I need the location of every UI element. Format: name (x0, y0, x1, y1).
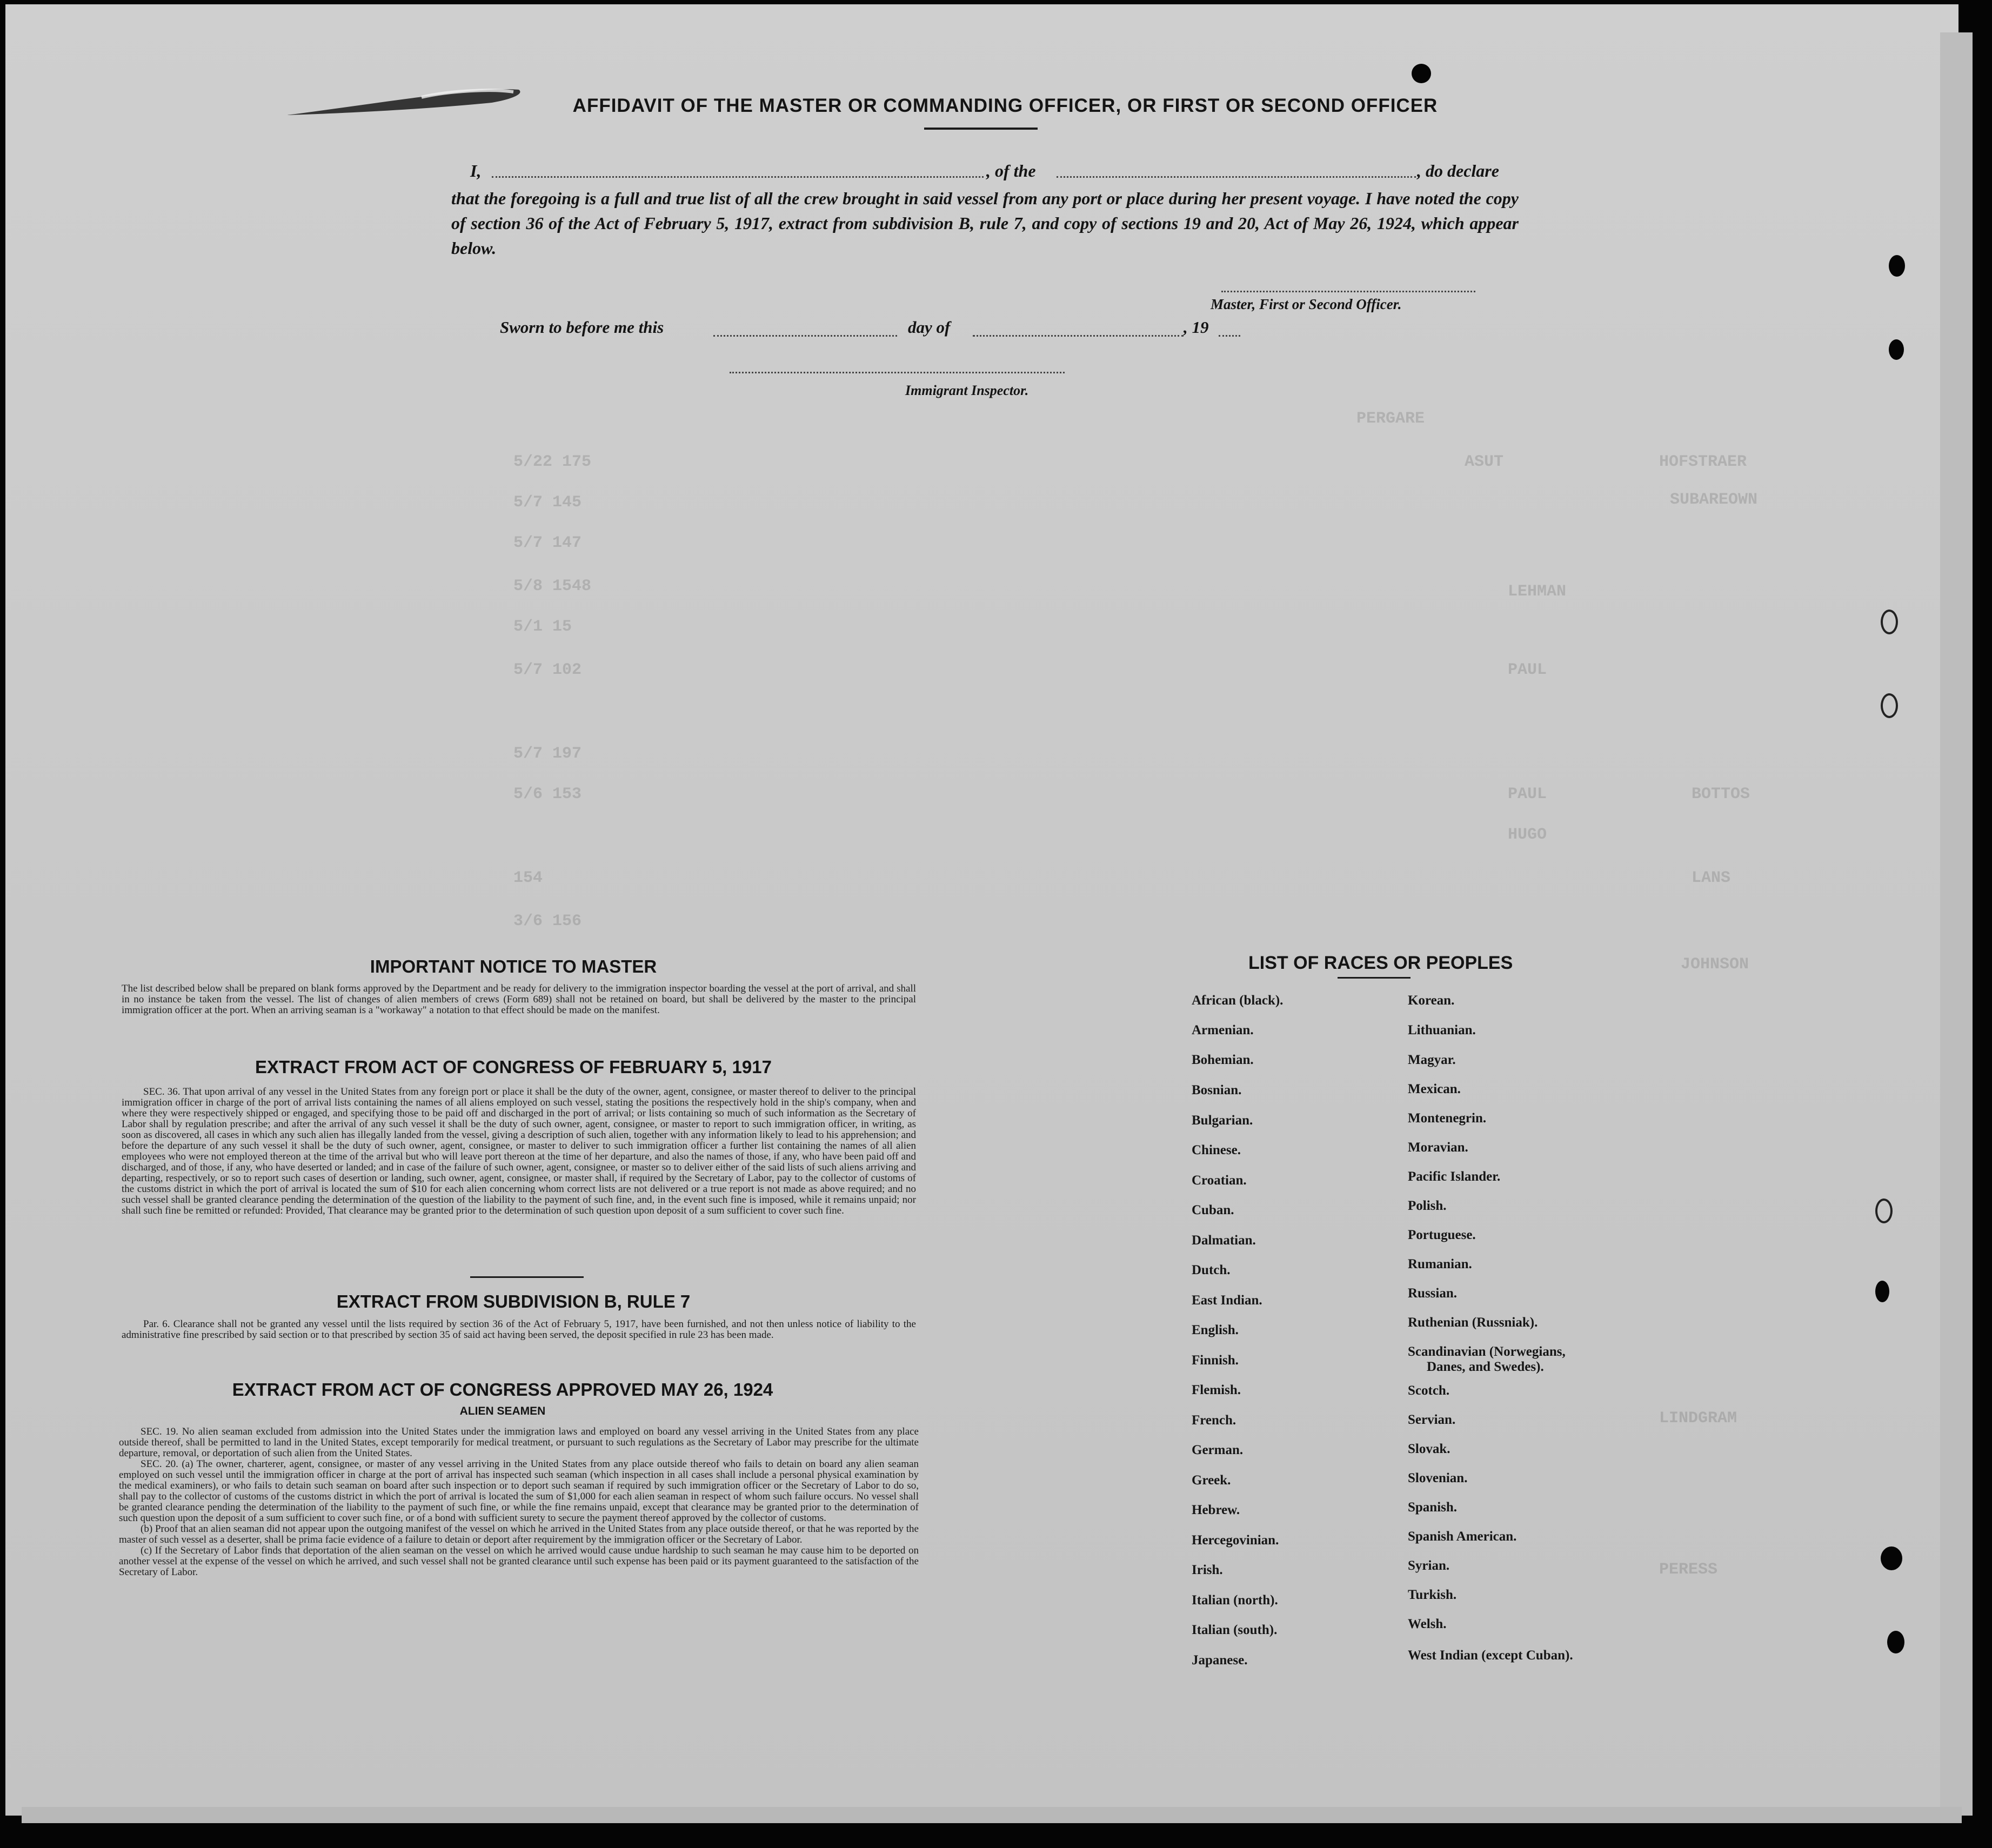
extract-1917-title: EXTRACT FROM ACT OF CONGRESS OF FEBRUARY 5, 1917 (255, 1057, 772, 1077)
declaration-line1-prefix: I, (470, 161, 482, 180)
declaration-line1-end: , do declare (1417, 161, 1499, 180)
race-item: Welsh. (1408, 1617, 1447, 1631)
race-item: Portuguese. (1408, 1228, 1476, 1242)
sworn-day-field[interactable] (713, 335, 897, 337)
vessel-name-field[interactable] (1057, 176, 1416, 178)
race-item: Dutch. (1192, 1263, 1231, 1277)
affidavit-title: AFFIDAVIT OF THE MASTER OR COMMANDING OFFICER, OR FIRST OR SECOND OFFICER (572, 95, 1438, 116)
sec-20c-text: (c) If the Secretary of Labor finds that deportation of the alien seaman on the vessel on which he arrived would cause undue hardship to such seaman he may cause him to be deported on another vessel at the expense of the vessel on which he arrived, and such vessel shall not be granted clearance until such expense has been paid or its payment guaranteed to the satisfaction of the Secretary of Labor. (119, 1545, 919, 1578)
race-item: Korean. (1408, 993, 1455, 1008)
races-title: LIST OF RACES OR PEOPLES (1248, 953, 1513, 973)
section-divider (470, 1276, 584, 1278)
page-bottom-edge (22, 1807, 1962, 1823)
race-item: Hercegovinian. (1192, 1533, 1279, 1548)
race-item: Danes, and Swedes). (1427, 1360, 1544, 1374)
race-item: Dalmatian. (1192, 1233, 1256, 1248)
punch-hole-mark (1881, 693, 1898, 718)
notice-text: The list described below shall be prepared on blank forms approved by the Department and be ready for delivery to the immigration inspector boarding the vessel at the port of arrival, and shall in no instance be taken from the vessel. The list of changes of alien members of crews (Form 689) shall not be retained on board, but shall be delivered by the master to the principal immigration officer at the port. When an arriving seaman is a "workaway" a notation to that effect should be made on the manifest. (122, 983, 916, 1016)
race-item: Cuban. (1192, 1203, 1234, 1217)
race-item: Greek. (1192, 1473, 1231, 1488)
race-item: Croatian. (1192, 1173, 1247, 1188)
sworn-year-field[interactable] (1219, 335, 1240, 337)
race-item: Irish. (1192, 1563, 1223, 1577)
race-item: Slovak. (1408, 1442, 1450, 1456)
race-item: Armenian. (1192, 1023, 1254, 1037)
sec-19-text: SEC. 19. No alien seaman excluded from admission into the United States under the immigration laws and employed on board any vessel arriving in the United States from any place outside thereof, shall be permitted to land in the United States, except temporarily for medical treatment, or pursuant to such regulations as the Secretary of Labor may prescribe for the ultimate departure, removal, or deportation of such alien from the United States. (119, 1426, 919, 1459)
punch-hole-mark (1881, 1546, 1902, 1570)
race-item: Turkish. (1408, 1588, 1457, 1602)
punch-hole-mark (1881, 610, 1898, 634)
race-item: Flemish. (1192, 1383, 1241, 1397)
race-item: Mexican. (1408, 1082, 1461, 1096)
punch-hole-mark (1875, 1281, 1889, 1302)
sworn-prefix: Sworn to before me this (500, 318, 664, 337)
title-rule (924, 128, 1038, 130)
race-item: Moravian. (1408, 1140, 1468, 1155)
race-item: Ruthenian (Russniak). (1408, 1315, 1538, 1330)
punch-hole-mark (1412, 64, 1431, 83)
declarant-name-field[interactable] (492, 176, 984, 178)
declaration-line1-mid: , of the (986, 161, 1036, 180)
extract-1917-text: SEC. 36. That upon arrival of any vessel in the United States from any foreign port or place it shall be the duty of the owner, agent, consignee, or master thereof to deliver to the principal immigration officer in charge of the port of arrival lists containing the names of all aliens employed on such vessel, stating the positions the respectively hold in the ship's company, when and where they were respectively shipped or engaged, and specifying those to be paid off and discharged in the port of arrival; or lists containing so much of such information as the Secretary of Labor shall by regulation prescribe; and after the arrival of any such vessel it shall be the duty of such owner, agent, consignee, or master to report to such immigration officer, in writing, as soon as discovered, all cases in which any such alien has illegally landed from the vessel, giving a description of such alien, together with any information likely to lead to his apprehension; and before the departure of any such vessel it shall be the duty of such owner, agent, consignee, or master to deliver to such immigration officer a further list containing the names of all alien employees who were not employed thereon at the time of the arrival but who will leave port thereon at the time of her departure, and also the names of those, if any, who have been paid off and discharged, and of those, if any, who have deserted or landed; and in case of the failure of such owner, agent, consignee, or master so to deliver either of the said lists of such aliens arriving and departing, respectively, or so to report such cases of desertion or landing, such owner, agent, consignee, or master shall, if required by the Secretary of Labor, pay to the collector of customs of the customs district in which the port of arrival is located the sum of $10 for each alien concerning whom correct lists are not delivered or a true report is not made as above required; and no such vessel shall be granted clearance pending the determination of the question of the liability to the payment of such fine, and, in the event such fine is imposed, while it remains unpaid; nor shall such fine be remitted or refunded: Provided, That clearance may be granted prior to the determination of such question upon deposit of a sum sufficient to cover such fine. (122, 1086, 916, 1216)
subdivision-b-title: EXTRACT FROM SUBDIVISION B, RULE 7 (336, 1291, 691, 1311)
sworn-year-label: , 19 (1184, 318, 1209, 337)
race-item: Pacific Islander. (1408, 1169, 1501, 1184)
extract-1924-text (119, 1427, 919, 1578)
race-item: Bosnian. (1192, 1083, 1242, 1097)
race-item: Servian. (1408, 1412, 1456, 1427)
race-item: Italian (south). (1192, 1623, 1278, 1637)
races-title-rule (1338, 977, 1411, 979)
race-item: Magyar. (1408, 1053, 1456, 1067)
race-item: Finnish. (1192, 1353, 1239, 1368)
officer-signature-label: Master, First or Second Officer. (1211, 296, 1402, 312)
subdivision-b-text: Par. 6. Clearance shall not be granted any vessel until the lists required by section 36 of the Act of February 5, 1917, have been furnished, and not then unless notice of liability to the administrative fine prescribed by said section or to that prescribed by section 35 of said act having been served, the deposit specified in rule 23 has been made. (122, 1318, 916, 1341)
officer-signature-field[interactable] (1221, 291, 1475, 292)
punch-hole-mark (1887, 1631, 1904, 1653)
race-item: Chinese. (1192, 1143, 1241, 1157)
race-item: African (black). (1192, 993, 1284, 1008)
race-item: Bohemian. (1192, 1053, 1254, 1067)
race-item: Polish. (1408, 1198, 1447, 1213)
race-item: Japanese. (1192, 1653, 1248, 1668)
race-item: East Indian. (1192, 1293, 1262, 1308)
race-item: Russian. (1408, 1286, 1458, 1301)
race-item: Scotch. (1408, 1383, 1450, 1398)
sworn-day-label: day of (908, 318, 951, 337)
notice-title: IMPORTANT NOTICE TO MASTER (370, 956, 657, 976)
inspector-signature-label: Immigrant Inspector. (905, 383, 1029, 398)
race-item: English. (1192, 1323, 1239, 1337)
extract-1924-title: EXTRACT FROM ACT OF CONGRESS APPROVED MAY 26, 1924 (232, 1380, 773, 1400)
race-item: Bulgarian. (1192, 1113, 1253, 1128)
alien-seamen-subtitle: ALIEN SEAMEN (459, 1405, 546, 1417)
punch-hole-mark (1875, 1198, 1893, 1223)
page-edge-strip (1940, 32, 1973, 1816)
race-item: Italian (north). (1192, 1593, 1278, 1608)
race-item: West Indian (except Cuban). (1408, 1648, 1573, 1663)
race-item: Hebrew. (1192, 1503, 1240, 1517)
race-item: French. (1192, 1413, 1236, 1428)
race-item: German. (1192, 1443, 1244, 1457)
race-item: Spanish. (1408, 1500, 1458, 1515)
sec-20b-text: (b) Proof that an alien seaman did not appear upon the outgoing manifest of the vessel on which he arrived in the United States from any place outside thereof, or that he was reported by the master of such vessel as a deserter, shall be prima facie evidence of a failure to detain or deport after requirement by the immigration officer or the Secretary of Labor. (119, 1523, 919, 1545)
race-item: Slovenian. (1408, 1471, 1468, 1485)
document-page: PERGARE ASUT HOFSTRAER 5/22 175 5/7 145 5/7 147 5/8 1548 5/1 15 5/7 102 5/7 197 5/6 153 154 3/6 156 LEHMAN PAUL PAUL HUGO SUBAREOWN BOTTOS LANS JOHNSON LINDGRAM PERESS AFFIDAVIT OF THE MASTER OR COMMANDING OFFICER, OR FIRST OR SECOND OFFICER I, , of the , do declare that the foregoing is a full and true list of all the crew brought in said vessel from any port or place during her present voyage. I have noted the copy of section 36 of the Act of February 5, 1917, extract from subdivision B, rule 7, and copy of sections 19 and 20, Act of May 26, 1924, which appear below. Master, First or Second Officer. Sworn to before me this day of , 19 Immigrant Inspector. IMPORTANT NOTICE TO MASTER The list described below shall be prepared on blank forms approved by the Department and be ready for delivery to the immigration inspector boarding the vessel at the port of arrival, and shall in no instance be taken from the vessel. The list of changes of alien members of crews (Form 689) shall not be retained on board, but shall be delivered by the master to the principal immigration officer at the port. When an arriving seaman is a "workaway" a notation to that effect should be made on the manifest. EXTRACT FROM ACT OF CONGRESS OF FEBRUARY 5, 1917 SEC. 36. That upon arrival of any vessel in the United States from any foreign port or place it shall be the duty of the owner, agent, consignee, or master thereof to deliver to the principal immigration officer in charge of the port of arrival lists containing the names of all aliens employed on such vessel, stating the positions the respectively hold in the ship's company, when and where they were respectively shipped or engaged, and specifying those to be paid off and discharged in the port of arrival; or lists containing so much of such information as the Secretary of Labor shall by regulation prescribe; and after the arrival of any such vessel it shall be the duty of such owner, agent, consignee, or master to report to such immigration officer, in writing, as soon as discovered, all cases in which any such alien has illegally landed from the vessel, giving a description of such alien, together with any information likely to lead to his apprehension; and before the departure of any such vessel it shall be the duty of such owner, agent, consignee, or master to deliver to such immigration officer a further list containing the names of all alien employees who were not employed thereon at the time of the arrival but who will leave port thereon at the time of her departure, and also the names of those, if any, who have been paid off and discharged, and of those, if any, who have deserted or landed; and in case of the failure of such owner, agent, consignee, or master so to deliver either of the said lists of such aliens arriving and departing, respectively, or so to report such cases of desertion or landing, such owner, agent, consignee, or master shall, if required by the Secretary of Labor, pay to the collector of customs of the customs district in which the port of arrival is located the sum of $10 for each alien concerning whom correct lists are not delivered or a true report is not made as above required; and no such vessel shall be granted clearance pending the determination of the question of the liability to the payment of such fine, and, in the event such fine is imposed, while it remains unpaid; nor shall such fine be remitted or refunded: Provided, That clearance may be granted prior to the determination of such question upon deposit of a sum sufficient to cover such fine. EXTRACT FROM SUBDIVISION B, RULE 7 Par. 6. Clearance shall not be granted any vessel until the lists required by section 36 of the Act of February 5, 1917, have been furnished, and not then unless notice of liability to the administrative fine prescribed by said section or to that prescribed by section 35 of said act having been served, the deposit specified in rule 23 has been made. EXTRACT FROM ACT OF CONGRESS APPROVED MAY 26, 1924 ALIEN SEAMEN SEC. 19. No alien seaman excluded from admission into the United States under the immigration laws and employed on board any vessel arriving in the United States from any place outside thereof, shall be permitted to land in the United States, except temporarily for medical treatment, or pursuant to such regulations as the Secretary of Labor may prescribe for the ultimate departure, removal, or deportation of such alien from the United States. SEC. 20. (a) The owner, charterer, agent, consignee, or master of any vessel arriving in the United States from any place outside thereof who fails to detain on board any alien seaman employed on such vessel until the immigration officer in charge at the port of arrival has inspected such seaman (which inspection in all cases shall include a personal physical examination by the medical examiners), or who fails to detain such seaman on board after such inspection or to deport such seaman if required by such immigration officer or the Secretary of Labor to do so, shall pay to the collector of customs of the customs district in which the port of arrival is located the sum of $1,000 for each alien seaman in respect of whom such failure occurs. No vessel shall be granted clearance pending the determination of the liability to the payment of such fine, or while the fine remains unpaid, except that clearance may be granted prior to the determination of such question upon the deposit of a sum sufficient to cover such fine, or of a bond with sufficient surety to secure the payment thereof approved by the collector of customs. (b) Proof that an alien seaman did not appear upon the outgoing manifest of the vessel on which he arrived in the United States from any place outside thereof, or that he was reported by the master of such vessel as a deserter, shall be prima facie evidence of a failure to detain or deport after requirement by the immigration officer or the Secretary of Labor. (c) If the Secretary of Labor finds that deportation of the alien seaman on the vessel on which he arrived would cause undue hardship to such seaman he may cause him to be deported on another vessel at the expense of the vessel on which he arrived, and such vessel shall not be granted clearance until such expense has been paid or its payment guaranteed to the satisfaction of the Secretary of Labor. LIST OF RACES OR PEOPLES African (black). Armenian. Bohemian. Bosnian. Bulgarian. Chinese. Croatian. Cuban. Dalmatian. Dutch. East Indian. English. Finnish. Flemish. French. German. Greek. Hebrew. Hercegovinian. Irish. Italian (north). Italian (south). Japanese. Korean. Lithuanian. Magyar. Mexican. Montenegrin. Moravian. Pacific Islander. Polish. Portuguese. Rumanian. Russian. Ruthenian (Russniak). Scandinavian (Norwegians, Danes, and Swedes). Scotch. Servian. Slovak. Slovenian. Spanish. Spanish American. Syrian. Turkish. Welsh. West Indian (except Cuban). (5, 4, 1958, 1816)
punch-hole-mark (1889, 255, 1905, 277)
race-item: Rumanian. (1408, 1257, 1472, 1271)
race-item: Scandinavian (Norwegians, (1408, 1344, 1566, 1359)
race-item: Lithuanian. (1408, 1023, 1476, 1037)
punch-hole-mark (1889, 339, 1904, 360)
race-item: Syrian. (1408, 1558, 1450, 1573)
sworn-month-field[interactable] (973, 335, 1184, 337)
declaration-body: that the foregoing is a full and true list of all the crew brought in said vessel from any port or place during her present voyage. I have noted the copy of section 36 of the Act of February 5, 1917, extract from subdivision B, rule 7, and copy of sections 19 and 20, Act of May 26, 1924, which appear below. (451, 189, 1519, 258)
race-item: Spanish American. (1408, 1529, 1517, 1544)
inspector-signature-field[interactable] (730, 372, 1065, 373)
sec-20a-text: SEC. 20. (a) The owner, charterer, agent, consignee, or master of any vessel arriving in the United States from any place outside thereof who fails to detain on board any alien seaman employed on such vessel until the immigration officer in charge at the port of arrival has inspected such seaman (which inspection in all cases shall include a personal physical examination by the medical examiners), or who fails to detain such seaman on board after such inspection or to deport such seaman if required by such immigration officer or the Secretary of Labor to do so, shall pay to the collector of customs of the customs district in which the port of arrival is located the sum of $1,000 for each alien seaman in respect of whom such failure occurs. No vessel shall be granted clearance pending the determination of the liability to the payment of such fine, or while the fine remains unpaid, except that clearance may be granted prior to the determination of such question upon the deposit of a sum sufficient to cover such fine, or of a bond with sufficient surety to secure the payment thereof approved by the collector of customs. (119, 1458, 919, 1524)
race-item: Montenegrin. (1408, 1111, 1487, 1126)
